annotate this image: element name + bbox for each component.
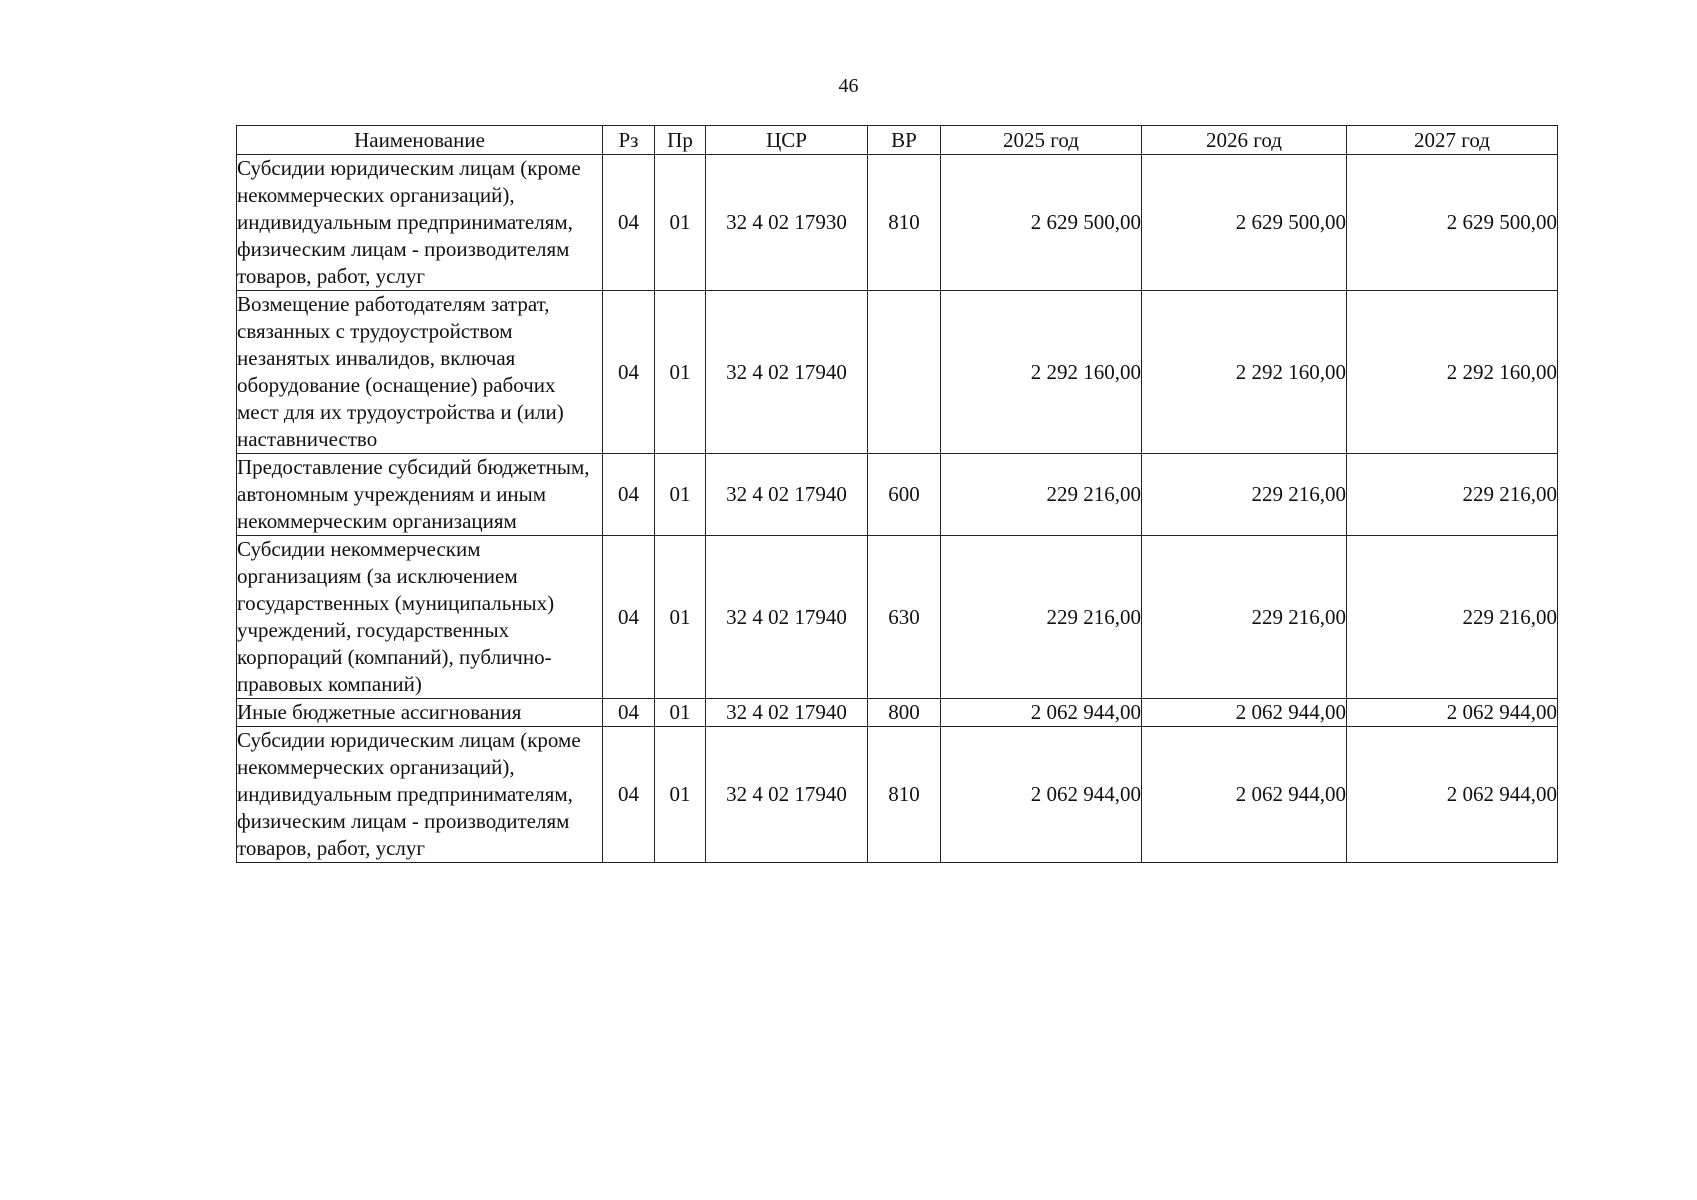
- cell-2025: 229 216,00: [941, 536, 1142, 699]
- cell-2026: 229 216,00: [1142, 536, 1347, 699]
- cell-2026: 2 292 160,00: [1142, 291, 1347, 454]
- table-row: [237, 291, 1558, 454]
- cell-vr: 630: [868, 536, 941, 699]
- cell-2025: 229 216,00: [941, 454, 1142, 536]
- table-row: [237, 699, 1558, 727]
- cell-csr: 32 4 02 17940: [706, 454, 868, 536]
- cell-2027: 2 062 944,00: [1347, 699, 1558, 727]
- cell-2026: 2 629 500,00: [1142, 155, 1347, 291]
- cell-csr: 32 4 02 17940: [706, 699, 868, 727]
- cell-name: Субсидии юридическим лицам (кроме некоммерческих организаций), индивидуальным предпринимателям, физическим лицам - производителям товаров, работ, услуг: [237, 727, 603, 863]
- cell-2026: 2 062 944,00: [1142, 699, 1347, 727]
- cell-rz: 04: [603, 699, 655, 727]
- cell-2025: 2 062 944,00: [941, 727, 1142, 863]
- table-row: [237, 727, 1558, 863]
- budget-table: [236, 125, 1558, 863]
- cell-rz: 04: [603, 454, 655, 536]
- cell-2025: 2 629 500,00: [941, 155, 1142, 291]
- cell-pr: 01: [655, 454, 706, 536]
- cell-name: Иные бюджетные ассигнования: [237, 699, 603, 727]
- cell-2027: 2 629 500,00: [1347, 155, 1558, 291]
- cell-2026: 229 216,00: [1142, 454, 1347, 536]
- cell-csr: 32 4 02 17930: [706, 155, 868, 291]
- cell-2025: 2 292 160,00: [941, 291, 1142, 454]
- cell-vr: 810: [868, 727, 941, 863]
- cell-csr: 32 4 02 17940: [706, 727, 868, 863]
- cell-rz: 04: [603, 291, 655, 454]
- cell-vr: [868, 291, 941, 454]
- header-2026: 2026 год: [1142, 126, 1347, 155]
- cell-pr: 01: [655, 727, 706, 863]
- header-vr: ВР: [868, 126, 941, 155]
- cell-name: Субсидии некоммерческим организациям (за исключением государственных (муниципальных) учреждений, государственных корпораций (компаний), публично-правовых компаний): [237, 536, 603, 699]
- table-header-row: [237, 126, 1558, 155]
- table-row: [237, 536, 1558, 699]
- cell-pr: 01: [655, 155, 706, 291]
- cell-pr: 01: [655, 536, 706, 699]
- table-row: [237, 155, 1558, 291]
- cell-name: Предоставление субсидий бюджетным, автономным учреждениям и иным некоммерческим организациям: [237, 454, 603, 536]
- cell-rz: 04: [603, 727, 655, 863]
- cell-2027: 2 292 160,00: [1347, 291, 1558, 454]
- cell-name: Возмещение работодателям затрат, связанных с трудоустройством незанятых инвалидов, включая оборудование (оснащение) рабочих мест для их трудоустройства и (или) наставничество: [237, 291, 603, 454]
- cell-csr: 32 4 02 17940: [706, 536, 868, 699]
- header-pr: Пр: [655, 126, 706, 155]
- table-row: [237, 454, 1558, 536]
- cell-vr: 800: [868, 699, 941, 727]
- header-2027: 2027 год: [1347, 126, 1558, 155]
- cell-rz: 04: [603, 536, 655, 699]
- header-rz: Рз: [603, 126, 655, 155]
- cell-2027: 229 216,00: [1347, 454, 1558, 536]
- cell-2025: 2 062 944,00: [941, 699, 1142, 727]
- cell-2026: 2 062 944,00: [1142, 727, 1347, 863]
- cell-rz: 04: [603, 155, 655, 291]
- header-2025: 2025 год: [941, 126, 1142, 155]
- cell-vr: 600: [868, 454, 941, 536]
- header-csr: ЦСР: [706, 126, 868, 155]
- cell-csr: 32 4 02 17940: [706, 291, 868, 454]
- cell-pr: 01: [655, 291, 706, 454]
- header-name: Наименование: [237, 126, 603, 155]
- cell-name: Субсидии юридическим лицам (кроме некоммерческих организаций), индивидуальным предпринимателям, физическим лицам - производителям товаров, работ, услуг: [237, 155, 603, 291]
- cell-2027: 229 216,00: [1347, 536, 1558, 699]
- page-number: 46: [838, 75, 859, 97]
- cell-pr: 01: [655, 699, 706, 727]
- cell-vr: 810: [868, 155, 941, 291]
- cell-2027: 2 062 944,00: [1347, 727, 1558, 863]
